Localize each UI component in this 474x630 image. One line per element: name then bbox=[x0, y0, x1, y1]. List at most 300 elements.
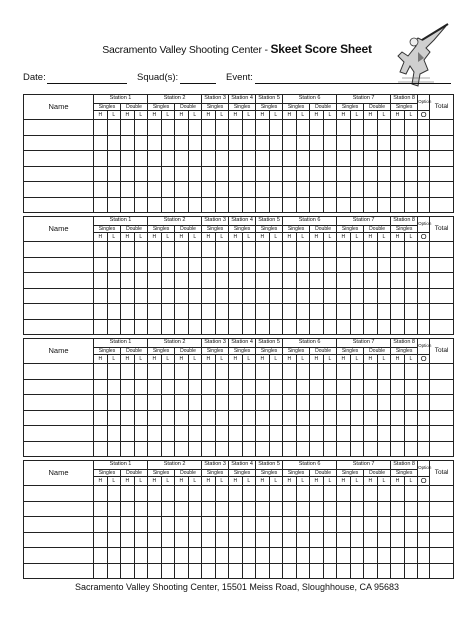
score-cell[interactable] bbox=[364, 364, 378, 380]
option-cell[interactable] bbox=[418, 257, 430, 273]
score-cell[interactable] bbox=[188, 151, 202, 167]
score-cell[interactable] bbox=[337, 548, 351, 564]
score-cell[interactable] bbox=[404, 441, 418, 457]
score-cell[interactable] bbox=[256, 135, 270, 151]
score-cell[interactable] bbox=[229, 532, 243, 548]
score-cell[interactable] bbox=[377, 120, 391, 136]
name-cell[interactable] bbox=[24, 532, 94, 548]
score-cell[interactable] bbox=[202, 197, 216, 213]
total-cell[interactable] bbox=[430, 135, 454, 151]
score-cell[interactable] bbox=[188, 257, 202, 273]
score-cell[interactable] bbox=[161, 395, 175, 411]
score-cell[interactable] bbox=[296, 410, 310, 426]
score-cell[interactable] bbox=[175, 517, 189, 533]
score-cell[interactable] bbox=[134, 304, 148, 320]
score-cell[interactable] bbox=[202, 426, 216, 442]
score-cell[interactable] bbox=[391, 166, 405, 182]
score-cell[interactable] bbox=[391, 379, 405, 395]
score-cell[interactable] bbox=[107, 197, 121, 213]
score-cell[interactable] bbox=[229, 486, 243, 502]
score-cell[interactable] bbox=[175, 182, 189, 198]
score-cell[interactable] bbox=[202, 548, 216, 564]
score-cell[interactable] bbox=[188, 319, 202, 335]
score-cell[interactable] bbox=[404, 288, 418, 304]
score-cell[interactable] bbox=[94, 273, 108, 289]
score-cell[interactable] bbox=[364, 426, 378, 442]
score-cell[interactable] bbox=[161, 319, 175, 335]
score-cell[interactable] bbox=[229, 257, 243, 273]
score-cell[interactable] bbox=[296, 120, 310, 136]
score-cell[interactable] bbox=[107, 319, 121, 335]
score-cell[interactable] bbox=[242, 135, 256, 151]
score-cell[interactable] bbox=[215, 257, 229, 273]
score-cell[interactable] bbox=[404, 517, 418, 533]
score-cell[interactable] bbox=[148, 548, 162, 564]
score-cell[interactable] bbox=[121, 364, 135, 380]
score-cell[interactable] bbox=[148, 304, 162, 320]
option-cell[interactable] bbox=[418, 563, 430, 579]
score-cell[interactable] bbox=[377, 395, 391, 411]
score-cell[interactable] bbox=[283, 257, 297, 273]
score-cell[interactable] bbox=[175, 364, 189, 380]
score-cell[interactable] bbox=[161, 197, 175, 213]
score-cell[interactable] bbox=[175, 426, 189, 442]
score-cell[interactable] bbox=[256, 166, 270, 182]
score-cell[interactable] bbox=[310, 242, 324, 258]
score-cell[interactable] bbox=[229, 304, 243, 320]
score-cell[interactable] bbox=[283, 501, 297, 517]
score-cell[interactable] bbox=[121, 197, 135, 213]
name-cell[interactable] bbox=[24, 197, 94, 213]
total-cell[interactable] bbox=[430, 242, 454, 258]
score-cell[interactable] bbox=[310, 501, 324, 517]
score-cell[interactable] bbox=[161, 257, 175, 273]
score-cell[interactable] bbox=[391, 151, 405, 167]
score-cell[interactable] bbox=[391, 410, 405, 426]
score-cell[interactable] bbox=[310, 364, 324, 380]
score-cell[interactable] bbox=[242, 257, 256, 273]
score-cell[interactable] bbox=[134, 151, 148, 167]
event-field[interactable] bbox=[255, 83, 451, 84]
score-cell[interactable] bbox=[391, 395, 405, 411]
score-cell[interactable] bbox=[283, 242, 297, 258]
score-cell[interactable] bbox=[134, 410, 148, 426]
score-cell[interactable] bbox=[107, 273, 121, 289]
score-cell[interactable] bbox=[364, 410, 378, 426]
score-cell[interactable] bbox=[323, 135, 337, 151]
score-cell[interactable] bbox=[391, 517, 405, 533]
score-cell[interactable] bbox=[134, 501, 148, 517]
score-cell[interactable] bbox=[121, 395, 135, 411]
score-cell[interactable] bbox=[269, 441, 283, 457]
score-cell[interactable] bbox=[337, 395, 351, 411]
score-cell[interactable] bbox=[121, 563, 135, 579]
score-cell[interactable] bbox=[269, 563, 283, 579]
score-cell[interactable] bbox=[242, 364, 256, 380]
score-cell[interactable] bbox=[188, 242, 202, 258]
score-cell[interactable] bbox=[229, 364, 243, 380]
score-cell[interactable] bbox=[134, 257, 148, 273]
score-cell[interactable] bbox=[188, 395, 202, 411]
score-cell[interactable] bbox=[283, 197, 297, 213]
score-cell[interactable] bbox=[404, 257, 418, 273]
score-cell[interactable] bbox=[121, 548, 135, 564]
score-cell[interactable] bbox=[161, 379, 175, 395]
total-cell[interactable] bbox=[430, 395, 454, 411]
score-cell[interactable] bbox=[310, 151, 324, 167]
score-cell[interactable] bbox=[202, 304, 216, 320]
score-cell[interactable] bbox=[242, 532, 256, 548]
score-cell[interactable] bbox=[121, 532, 135, 548]
option-cell[interactable] bbox=[418, 166, 430, 182]
option-cell[interactable] bbox=[418, 135, 430, 151]
score-cell[interactable] bbox=[310, 166, 324, 182]
score-cell[interactable] bbox=[310, 120, 324, 136]
score-cell[interactable] bbox=[337, 304, 351, 320]
score-cell[interactable] bbox=[377, 501, 391, 517]
score-cell[interactable] bbox=[188, 120, 202, 136]
score-cell[interactable] bbox=[242, 441, 256, 457]
score-cell[interactable] bbox=[364, 486, 378, 502]
score-cell[interactable] bbox=[202, 120, 216, 136]
score-cell[interactable] bbox=[337, 166, 351, 182]
score-cell[interactable] bbox=[323, 532, 337, 548]
score-cell[interactable] bbox=[175, 135, 189, 151]
score-cell[interactable] bbox=[229, 135, 243, 151]
score-cell[interactable] bbox=[94, 364, 108, 380]
score-cell[interactable] bbox=[350, 501, 364, 517]
score-cell[interactable] bbox=[283, 364, 297, 380]
score-cell[interactable] bbox=[377, 364, 391, 380]
score-cell[interactable] bbox=[215, 563, 229, 579]
score-cell[interactable] bbox=[391, 257, 405, 273]
score-cell[interactable] bbox=[134, 426, 148, 442]
score-cell[interactable] bbox=[215, 242, 229, 258]
score-cell[interactable] bbox=[242, 288, 256, 304]
score-cell[interactable] bbox=[283, 288, 297, 304]
option-cell[interactable] bbox=[418, 548, 430, 564]
name-cell[interactable] bbox=[24, 395, 94, 411]
option-cell[interactable] bbox=[418, 486, 430, 502]
score-cell[interactable] bbox=[229, 410, 243, 426]
score-cell[interactable] bbox=[404, 548, 418, 564]
score-cell[interactable] bbox=[134, 197, 148, 213]
score-cell[interactable] bbox=[337, 532, 351, 548]
score-cell[interactable] bbox=[404, 273, 418, 289]
score-cell[interactable] bbox=[337, 242, 351, 258]
score-cell[interactable] bbox=[391, 364, 405, 380]
score-cell[interactable] bbox=[364, 517, 378, 533]
name-cell[interactable] bbox=[24, 319, 94, 335]
score-cell[interactable] bbox=[364, 319, 378, 335]
score-cell[interactable] bbox=[296, 517, 310, 533]
score-cell[interactable] bbox=[229, 288, 243, 304]
score-cell[interactable] bbox=[242, 517, 256, 533]
score-cell[interactable] bbox=[337, 410, 351, 426]
name-cell[interactable] bbox=[24, 182, 94, 198]
score-cell[interactable] bbox=[310, 426, 324, 442]
score-cell[interactable] bbox=[364, 395, 378, 411]
score-cell[interactable] bbox=[377, 242, 391, 258]
score-cell[interactable] bbox=[148, 426, 162, 442]
score-cell[interactable] bbox=[256, 304, 270, 320]
option-cell[interactable] bbox=[418, 501, 430, 517]
score-cell[interactable] bbox=[283, 441, 297, 457]
score-cell[interactable] bbox=[296, 166, 310, 182]
score-cell[interactable] bbox=[404, 426, 418, 442]
score-cell[interactable] bbox=[161, 563, 175, 579]
name-cell[interactable] bbox=[24, 166, 94, 182]
score-cell[interactable] bbox=[202, 441, 216, 457]
score-cell[interactable] bbox=[323, 563, 337, 579]
score-cell[interactable] bbox=[323, 410, 337, 426]
score-cell[interactable] bbox=[188, 197, 202, 213]
total-cell[interactable] bbox=[430, 120, 454, 136]
score-cell[interactable] bbox=[350, 135, 364, 151]
score-cell[interactable] bbox=[364, 166, 378, 182]
score-cell[interactable] bbox=[94, 410, 108, 426]
score-cell[interactable] bbox=[148, 563, 162, 579]
score-cell[interactable] bbox=[256, 182, 270, 198]
score-cell[interactable] bbox=[350, 548, 364, 564]
score-cell[interactable] bbox=[404, 151, 418, 167]
score-cell[interactable] bbox=[256, 319, 270, 335]
score-cell[interactable] bbox=[337, 257, 351, 273]
score-cell[interactable] bbox=[337, 517, 351, 533]
score-cell[interactable] bbox=[215, 548, 229, 564]
score-cell[interactable] bbox=[175, 288, 189, 304]
score-cell[interactable] bbox=[242, 197, 256, 213]
score-cell[interactable] bbox=[175, 242, 189, 258]
score-cell[interactable] bbox=[94, 151, 108, 167]
score-cell[interactable] bbox=[310, 517, 324, 533]
option-cell[interactable] bbox=[418, 532, 430, 548]
score-cell[interactable] bbox=[161, 426, 175, 442]
score-cell[interactable] bbox=[337, 379, 351, 395]
score-cell[interactable] bbox=[215, 151, 229, 167]
score-cell[interactable] bbox=[323, 364, 337, 380]
score-cell[interactable] bbox=[256, 379, 270, 395]
score-cell[interactable] bbox=[283, 135, 297, 151]
score-cell[interactable] bbox=[202, 288, 216, 304]
score-cell[interactable] bbox=[350, 288, 364, 304]
score-cell[interactable] bbox=[296, 379, 310, 395]
score-cell[interactable] bbox=[323, 273, 337, 289]
score-cell[interactable] bbox=[121, 379, 135, 395]
score-cell[interactable] bbox=[404, 501, 418, 517]
score-cell[interactable] bbox=[148, 319, 162, 335]
score-cell[interactable] bbox=[215, 273, 229, 289]
score-cell[interactable] bbox=[310, 563, 324, 579]
score-cell[interactable] bbox=[296, 319, 310, 335]
score-cell[interactable] bbox=[188, 379, 202, 395]
score-cell[interactable] bbox=[256, 410, 270, 426]
score-cell[interactable] bbox=[188, 166, 202, 182]
score-cell[interactable] bbox=[269, 379, 283, 395]
score-cell[interactable] bbox=[134, 532, 148, 548]
score-cell[interactable] bbox=[269, 197, 283, 213]
option-cell[interactable] bbox=[418, 304, 430, 320]
score-cell[interactable] bbox=[121, 288, 135, 304]
score-cell[interactable] bbox=[202, 501, 216, 517]
score-cell[interactable] bbox=[337, 288, 351, 304]
score-cell[interactable] bbox=[283, 563, 297, 579]
score-cell[interactable] bbox=[134, 273, 148, 289]
score-cell[interactable] bbox=[296, 486, 310, 502]
score-cell[interactable] bbox=[175, 563, 189, 579]
score-cell[interactable] bbox=[94, 197, 108, 213]
total-cell[interactable] bbox=[430, 197, 454, 213]
score-cell[interactable] bbox=[269, 304, 283, 320]
score-cell[interactable] bbox=[121, 319, 135, 335]
score-cell[interactable] bbox=[404, 120, 418, 136]
score-cell[interactable] bbox=[404, 532, 418, 548]
score-cell[interactable] bbox=[188, 486, 202, 502]
score-cell[interactable] bbox=[215, 166, 229, 182]
score-cell[interactable] bbox=[391, 319, 405, 335]
name-cell[interactable] bbox=[24, 288, 94, 304]
score-cell[interactable] bbox=[107, 120, 121, 136]
score-cell[interactable] bbox=[107, 486, 121, 502]
score-cell[interactable] bbox=[134, 364, 148, 380]
score-cell[interactable] bbox=[377, 166, 391, 182]
score-cell[interactable] bbox=[350, 379, 364, 395]
score-cell[interactable] bbox=[350, 197, 364, 213]
score-cell[interactable] bbox=[404, 304, 418, 320]
score-cell[interactable] bbox=[107, 257, 121, 273]
score-cell[interactable] bbox=[161, 182, 175, 198]
score-cell[interactable] bbox=[377, 426, 391, 442]
score-cell[interactable] bbox=[283, 517, 297, 533]
score-cell[interactable] bbox=[148, 166, 162, 182]
score-cell[interactable] bbox=[377, 182, 391, 198]
score-cell[interactable] bbox=[215, 364, 229, 380]
score-cell[interactable] bbox=[229, 151, 243, 167]
name-cell[interactable] bbox=[24, 273, 94, 289]
score-cell[interactable] bbox=[202, 379, 216, 395]
score-cell[interactable] bbox=[256, 532, 270, 548]
score-cell[interactable] bbox=[161, 151, 175, 167]
date-field[interactable] bbox=[47, 83, 127, 84]
score-cell[interactable] bbox=[94, 548, 108, 564]
score-cell[interactable] bbox=[404, 242, 418, 258]
score-cell[interactable] bbox=[148, 395, 162, 411]
score-cell[interactable] bbox=[310, 441, 324, 457]
total-cell[interactable] bbox=[430, 441, 454, 457]
score-cell[interactable] bbox=[188, 182, 202, 198]
score-cell[interactable] bbox=[148, 135, 162, 151]
score-cell[interactable] bbox=[242, 319, 256, 335]
total-cell[interactable] bbox=[430, 319, 454, 335]
score-cell[interactable] bbox=[269, 486, 283, 502]
score-cell[interactable] bbox=[364, 273, 378, 289]
score-cell[interactable] bbox=[134, 379, 148, 395]
score-cell[interactable] bbox=[94, 182, 108, 198]
score-cell[interactable] bbox=[175, 257, 189, 273]
score-cell[interactable] bbox=[269, 532, 283, 548]
score-cell[interactable] bbox=[175, 273, 189, 289]
score-cell[interactable] bbox=[269, 426, 283, 442]
score-cell[interactable] bbox=[350, 395, 364, 411]
score-cell[interactable] bbox=[296, 426, 310, 442]
score-cell[interactable] bbox=[121, 304, 135, 320]
score-cell[interactable] bbox=[175, 379, 189, 395]
score-cell[interactable] bbox=[188, 426, 202, 442]
score-cell[interactable] bbox=[337, 563, 351, 579]
name-cell[interactable] bbox=[24, 563, 94, 579]
option-cell[interactable] bbox=[418, 120, 430, 136]
score-cell[interactable] bbox=[215, 517, 229, 533]
score-cell[interactable] bbox=[256, 197, 270, 213]
score-cell[interactable] bbox=[350, 426, 364, 442]
score-cell[interactable] bbox=[269, 182, 283, 198]
score-cell[interactable] bbox=[283, 426, 297, 442]
score-cell[interactable] bbox=[242, 410, 256, 426]
score-cell[interactable] bbox=[94, 517, 108, 533]
score-cell[interactable] bbox=[256, 548, 270, 564]
score-cell[interactable] bbox=[296, 441, 310, 457]
option-cell[interactable] bbox=[418, 182, 430, 198]
score-cell[interactable] bbox=[283, 486, 297, 502]
score-cell[interactable] bbox=[121, 426, 135, 442]
score-cell[interactable] bbox=[242, 486, 256, 502]
score-cell[interactable] bbox=[350, 166, 364, 182]
score-cell[interactable] bbox=[242, 379, 256, 395]
score-cell[interactable] bbox=[148, 501, 162, 517]
score-cell[interactable] bbox=[391, 501, 405, 517]
score-cell[interactable] bbox=[404, 135, 418, 151]
score-cell[interactable] bbox=[269, 166, 283, 182]
score-cell[interactable] bbox=[337, 319, 351, 335]
score-cell[interactable] bbox=[350, 304, 364, 320]
score-cell[interactable] bbox=[377, 563, 391, 579]
score-cell[interactable] bbox=[296, 182, 310, 198]
score-cell[interactable] bbox=[121, 166, 135, 182]
score-cell[interactable] bbox=[296, 135, 310, 151]
score-cell[interactable] bbox=[377, 273, 391, 289]
name-cell[interactable] bbox=[24, 441, 94, 457]
score-cell[interactable] bbox=[188, 517, 202, 533]
score-cell[interactable] bbox=[404, 364, 418, 380]
total-cell[interactable] bbox=[430, 273, 454, 289]
score-cell[interactable] bbox=[161, 501, 175, 517]
score-cell[interactable] bbox=[175, 304, 189, 320]
score-cell[interactable] bbox=[256, 151, 270, 167]
score-cell[interactable] bbox=[391, 120, 405, 136]
score-cell[interactable] bbox=[215, 288, 229, 304]
score-cell[interactable] bbox=[377, 410, 391, 426]
score-cell[interactable] bbox=[404, 486, 418, 502]
score-cell[interactable] bbox=[148, 288, 162, 304]
score-cell[interactable] bbox=[337, 501, 351, 517]
score-cell[interactable] bbox=[391, 197, 405, 213]
score-cell[interactable] bbox=[188, 441, 202, 457]
score-cell[interactable] bbox=[107, 304, 121, 320]
score-cell[interactable] bbox=[269, 120, 283, 136]
score-cell[interactable] bbox=[350, 182, 364, 198]
score-cell[interactable] bbox=[242, 120, 256, 136]
total-cell[interactable] bbox=[430, 182, 454, 198]
score-cell[interactable] bbox=[269, 410, 283, 426]
score-cell[interactable] bbox=[229, 501, 243, 517]
squad-field[interactable] bbox=[180, 83, 216, 84]
total-cell[interactable] bbox=[430, 532, 454, 548]
score-cell[interactable] bbox=[188, 364, 202, 380]
score-cell[interactable] bbox=[242, 273, 256, 289]
score-cell[interactable] bbox=[134, 517, 148, 533]
score-cell[interactable] bbox=[161, 441, 175, 457]
score-cell[interactable] bbox=[121, 410, 135, 426]
